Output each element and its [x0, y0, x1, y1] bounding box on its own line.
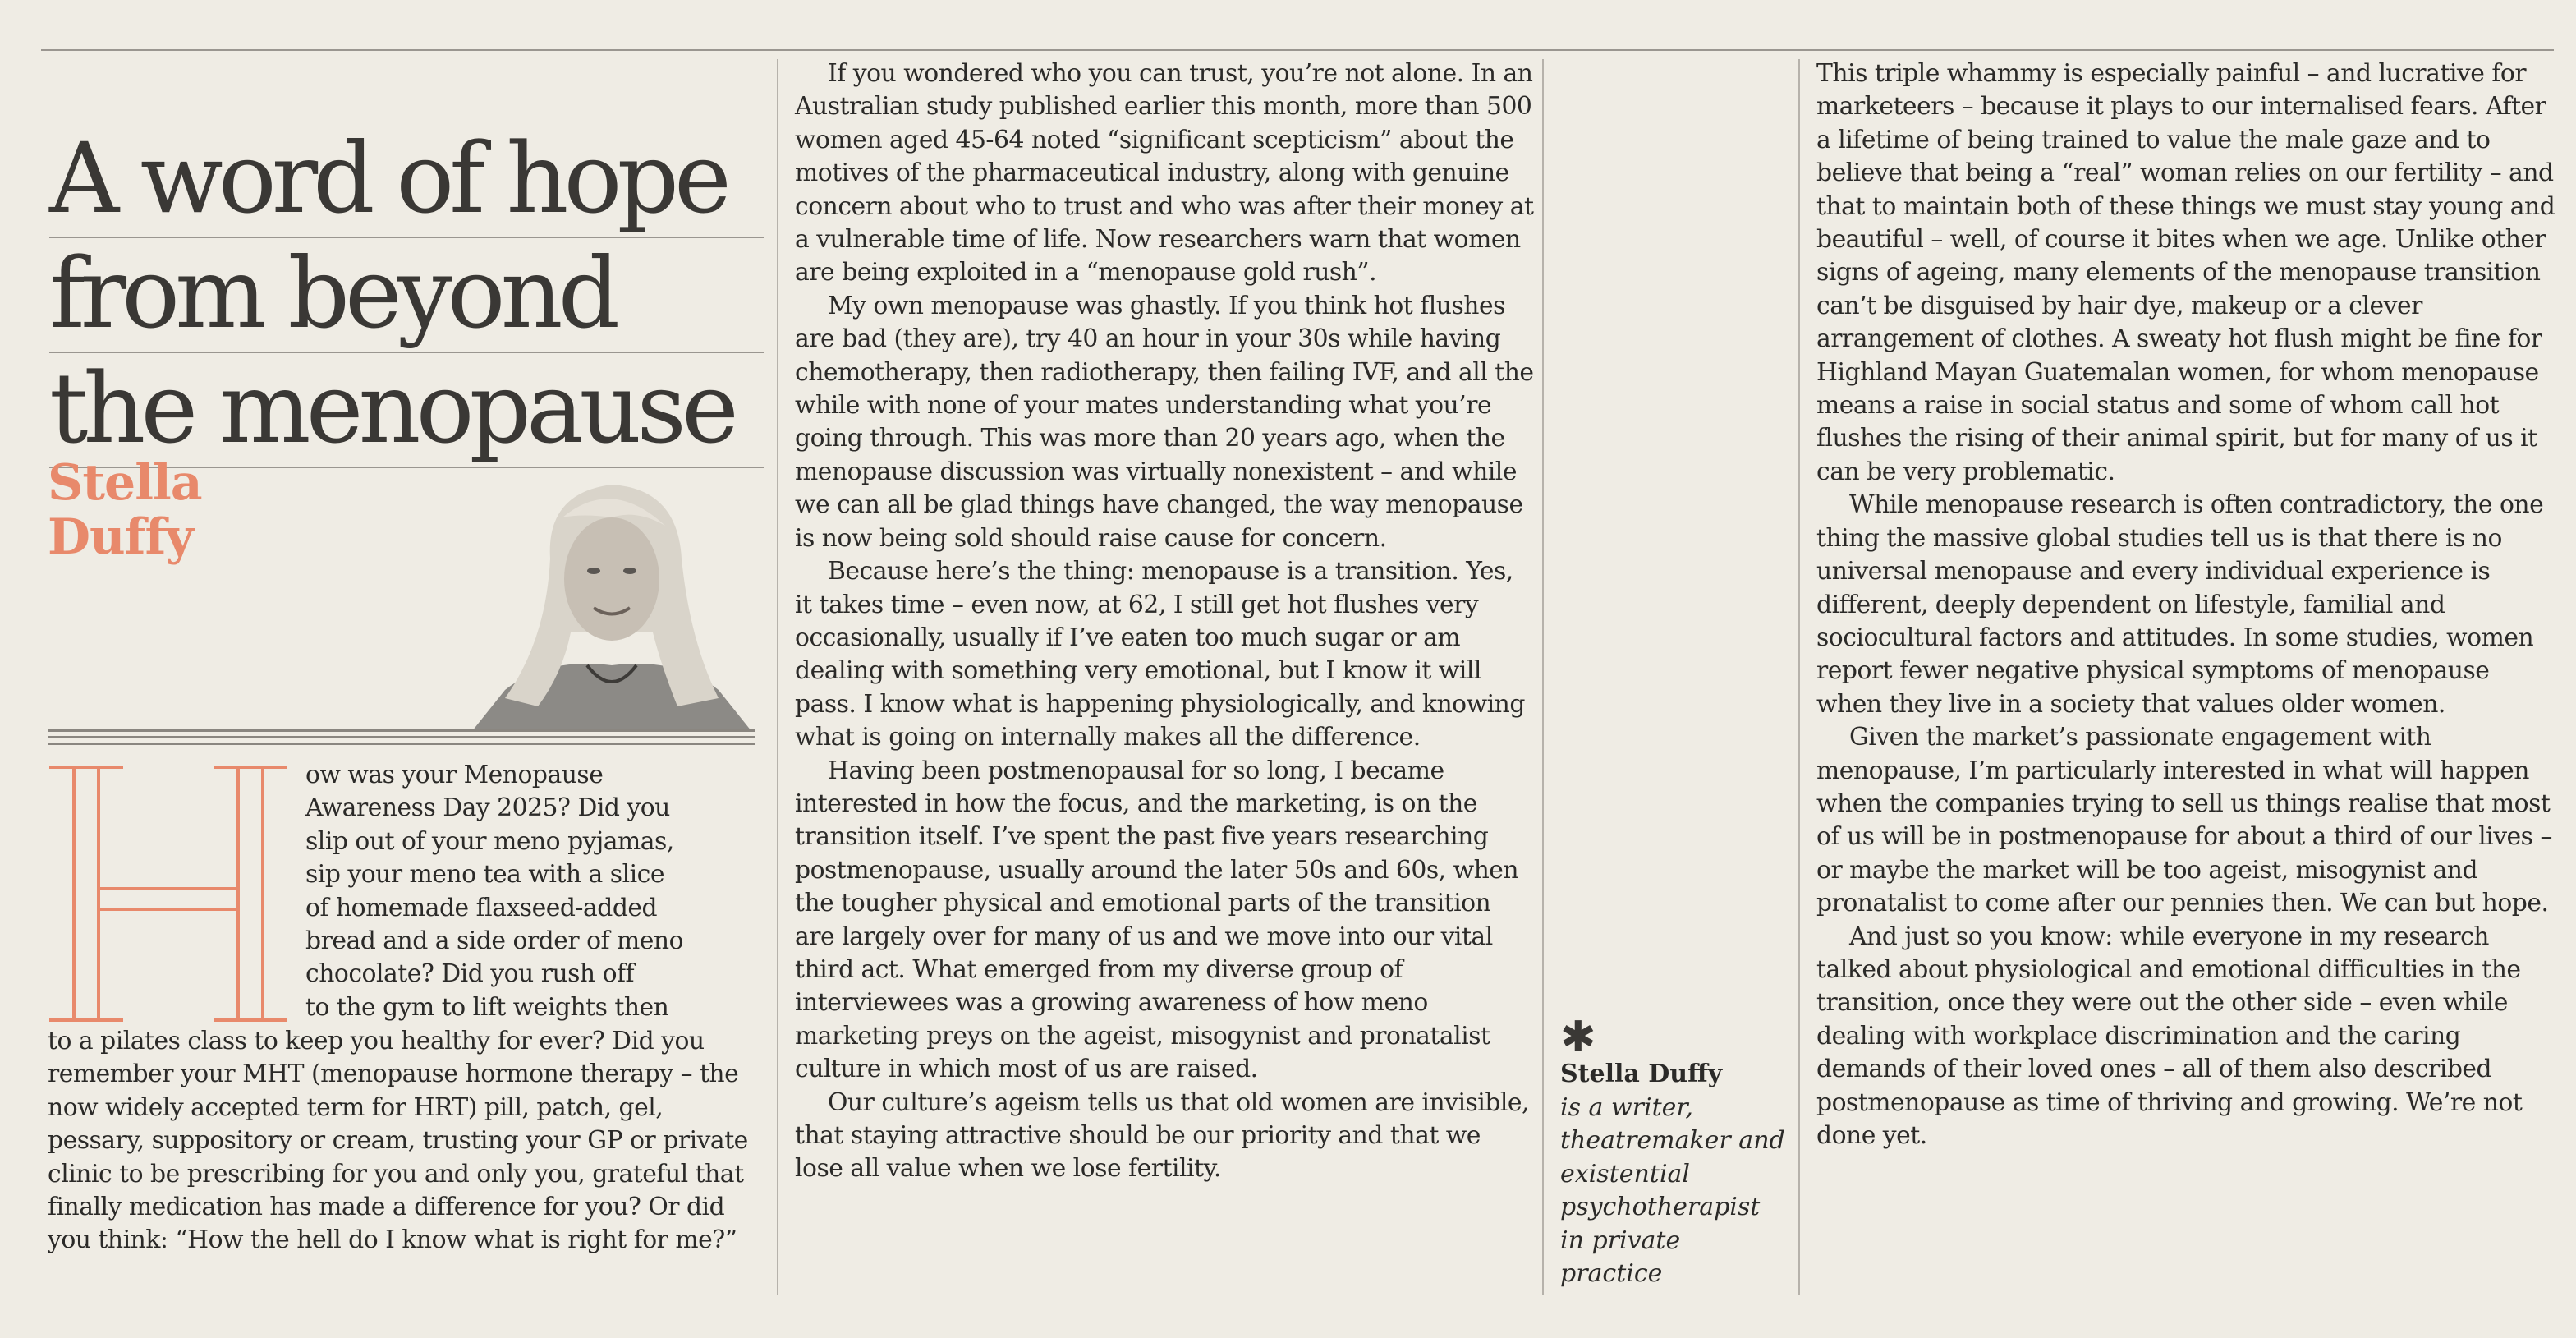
body-paragraph: Having been postmenopausal for so long, I became interested in how the focus, and the marketing, is on the transition itself. I’ve spent the past five years researching postmenopause, usually around the later 50s and 60s, when the tougher physical and emotional parts of the transition are largely over for many of us and we move into our vital third act. What emerged from my diverse group of interviewees was a growing awareness of how meno marketing preys on the ageist, misogynist and pronatalist culture in which most of us are raised.	[795, 756, 1519, 1084]
lead-paragraph-dropcap-lines	[305, 759, 765, 1024]
headline	[49, 122, 764, 471]
byline-last-name: Duffy	[48, 508, 194, 566]
author-bio-box	[1560, 1013, 1790, 1291]
body-paragraph: My own menopause was ghastly. If you think hot flushes are bad (they are), try 40 an hour in your 30s while having chemotherapy, then radiotherapy, then failing IVF, and all the while with none of your mates understanding what you’re going through. This was more than 20 years ago, when the menopause discussion was virtually nonexistent – and while we can all be glad things have changed, the way menopause is now being sold should raise cause for concern.	[795, 291, 1534, 553]
drop-cap-letter: H	[49, 753, 61, 769]
byline	[48, 456, 261, 564]
byline-first-name: Stella	[48, 454, 202, 512]
body-paragraph: Our culture’s ageism tells us that old women are invisible, that staying attractive should be our priority and that we lose all value when we lose fertility.	[795, 1087, 1530, 1184]
lead-line: bread and a side order of meno	[305, 926, 684, 956]
body-paragraph: And just so you know: while everyone in my research talked about physiological and emotional difficulties in the transition, once they were out the other side – even while dealing with workplace discrimination and the caring demands of their loved ones – all of them also described postmenopause as time of thriving and growing. We’re not done yet.	[1816, 922, 2523, 1150]
column-divider-1	[777, 59, 778, 1295]
author-bio-text: is a writer, theatremaker and existential psychotherapist in private practice	[1560, 1092, 1785, 1288]
column-divider-3	[1798, 59, 1800, 1295]
body-paragraph: This triple whammy is especially painful – and lucrative for marketeers – because it plays to our internalised fears. After a lifetime of being trained to value the male gaze and to believe that being a “real” woman relies on our fertility – and that to maintain both of these things we must stay young and beautiful – well, of course it bites when we age. Unlike other signs of ageing, many elements of the menopause transition can’t be disguised by hair dye, makeup or a clever arrangement of clothes. A sweaty hot flush might be fine for Highland Mayan Guatemalan women, for whom menopause means a raise in social status and some of whom call hot flushes the rising of their animal spirit, but for many of us it can be very problematic.	[1816, 59, 2555, 486]
top-rule	[41, 49, 2554, 51]
headline-line-3: the menopause	[49, 356, 764, 468]
article-column-4	[1816, 57, 2555, 1152]
lead-line: Awareness Day 2025? Did you	[305, 793, 670, 823]
author-bio-name: Stella Duffy	[1560, 1060, 1723, 1088]
body-paragraph: Given the market’s passionate engagement with menopause, I’m particularly interested in what will happen when the companies trying to sell us things realise that most of us will be in postmenopause for about a third of our lives – or maybe the market will be too ageist, misogynist and pronatalist to come after our pennies then. We can but hope.	[1816, 723, 2552, 918]
lead-line: to the gym to lift weights then	[305, 992, 669, 1022]
author-portrait	[472, 460, 751, 731]
headline-line-1: A word of hope	[49, 126, 764, 238]
lead-line: slip out of your meno pyjamas,	[305, 826, 674, 856]
body-paragraph: If you wondered who you can trust, you’re not alone. In an Australian study published earlier this month, more than 500 women aged 45-64 noted “significant scepticism” about the motives of the pharmaceutical industry, along with genuine concern about who to trust and who was after their money at a vulnerable time of life. Now researchers warn that women are being exploited in a “menopause gold rush”.	[795, 59, 1534, 287]
drop-cap-h	[49, 753, 296, 1022]
headline-line-2: from beyond	[49, 241, 764, 353]
lead-paragraph-continued	[48, 1025, 765, 1258]
lead-line: chocolate? Did you rush off	[305, 959, 635, 989]
section-rule	[48, 729, 755, 752]
body-paragraph: While menopause research is often contradictory, the one thing the massive global studies tell us is that there is no universal menopause and every individual experience is different, deeply dependent on lifestyle, familial and sociocultural factors and attitudes. In some studies, women report fewer negative physical symptoms of menopause when they live in a society that values older women.	[1816, 490, 2544, 719]
lead-line: sip your meno tea with a slice	[305, 860, 664, 890]
body-paragraph: to a pilates class to keep you healthy for ever? Did you remember your MHT (menopause hormone therapy – the now widely accepted term for HRT) pill, patch, gel, pessary, suppository or cream, trusting your GP or private clinic to be prescribing for you and only you, grateful that finally medication has made a difference for you? Or did you think: “How the hell do I know what is right for me?”	[48, 1027, 748, 1255]
lead-line: ow was your Menopause	[305, 761, 604, 789]
lead-line: of homemade flaxseed-added	[305, 893, 658, 922]
article-column-2	[795, 57, 1534, 1186]
column-divider-2	[1542, 59, 1544, 1295]
asterisk-icon: ✱	[1560, 1013, 1596, 1062]
body-paragraph: Because here’s the thing: menopause is a transition. Yes, it takes time – even now, at 62, I still get hot flushes very occasionally, usually if I’ve eaten too much sugar or am dealing with something very emotional, but I know it will pass. I know what is happening physiologically, and knowing what is going on internally makes all the difference.	[795, 557, 1525, 752]
